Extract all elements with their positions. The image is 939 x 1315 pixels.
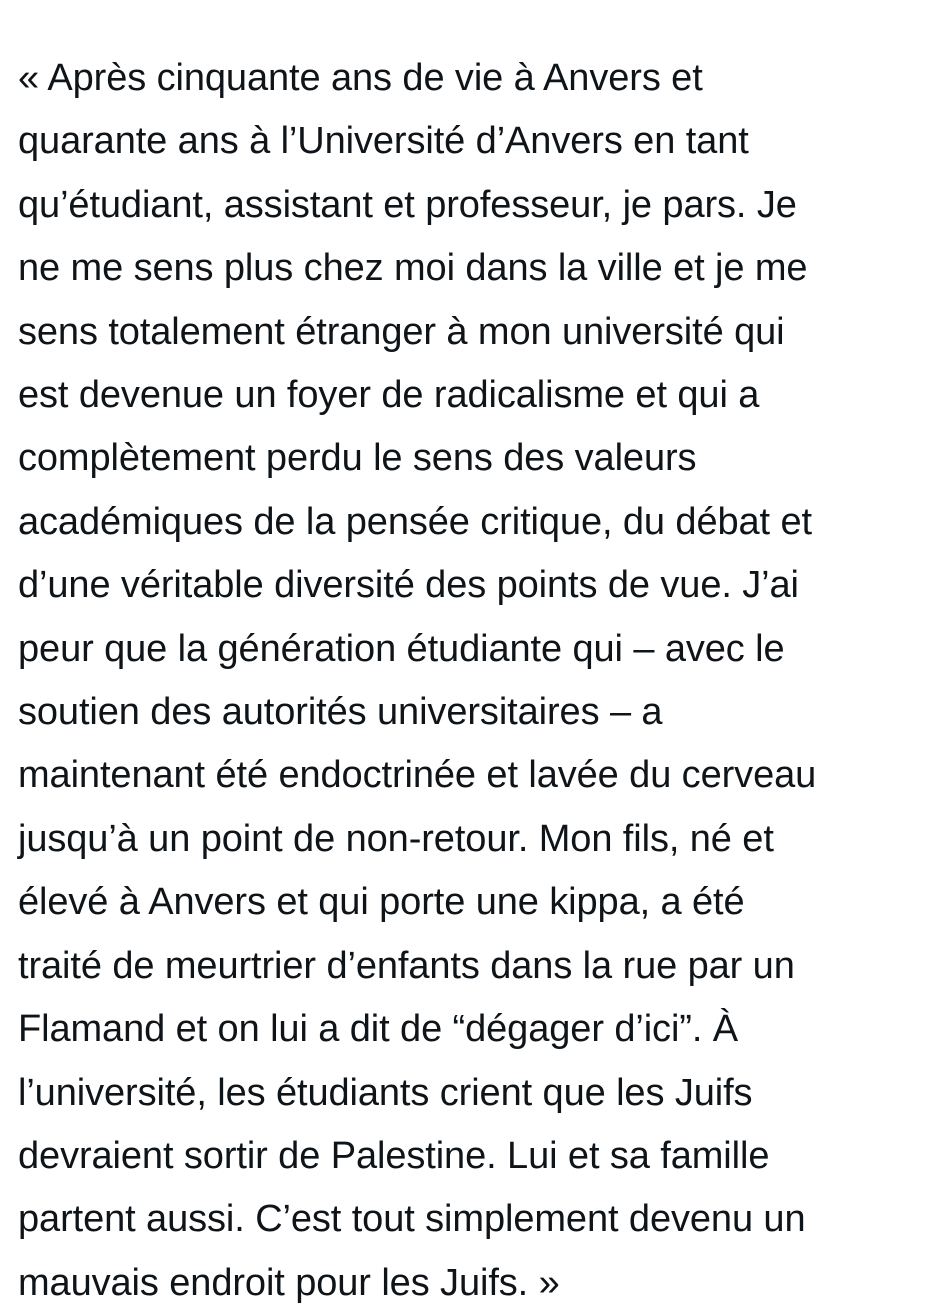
quote-line: l’université, les étudiants crient que les Juifs bbox=[18, 1071, 753, 1114]
quote-line: soutien des autorités universitaires – a bbox=[18, 691, 663, 734]
quote-line: mauvais endroit pour les Juifs. » bbox=[18, 1261, 560, 1304]
quote-line: sens totalement étranger à mon université qui bbox=[18, 310, 785, 353]
quote-line: est devenue un foyer de radicalisme et qui a bbox=[18, 374, 760, 417]
quote-text-block bbox=[18, 47, 933, 1315]
quote-line: quarante ans à l’Université d’Anvers en tant bbox=[18, 120, 749, 163]
quote-line: « Après cinquante ans de vie à Anvers et bbox=[18, 57, 703, 99]
quote-line: qu’étudiant, assistant et professeur, je pars. Je bbox=[18, 183, 797, 226]
quote-line: peur que la génération étudiante qui – avec le bbox=[18, 627, 785, 670]
quote-line: devraient sortir de Palestine. Lui et sa famille bbox=[18, 1134, 770, 1177]
quote-line: d’une véritable diversité des points de vue. J’ai bbox=[18, 564, 799, 607]
quote-line: traité de meurtrier d’enfants dans la rue par un bbox=[18, 944, 795, 987]
quote-line: académiques de la pensée critique, du débat et bbox=[18, 500, 812, 543]
quote-line: Flamand et on lui a dit de “dégager d’ici”. À bbox=[18, 1008, 739, 1051]
quote-line: jusqu’à un point de non-retour. Mon fils, né et bbox=[18, 817, 774, 860]
quote-line: complètement perdu le sens des valeurs bbox=[18, 437, 697, 480]
quote-line: élevé à Anvers et qui porte une kippa, a été bbox=[18, 881, 745, 924]
quote-line: ne me sens plus chez moi dans la ville et je me bbox=[18, 247, 808, 290]
quote-line: partent aussi. C’est tout simplement devenu un bbox=[18, 1198, 806, 1241]
quote-line: maintenant été endoctrinée et lavée du cerveau bbox=[18, 754, 817, 797]
